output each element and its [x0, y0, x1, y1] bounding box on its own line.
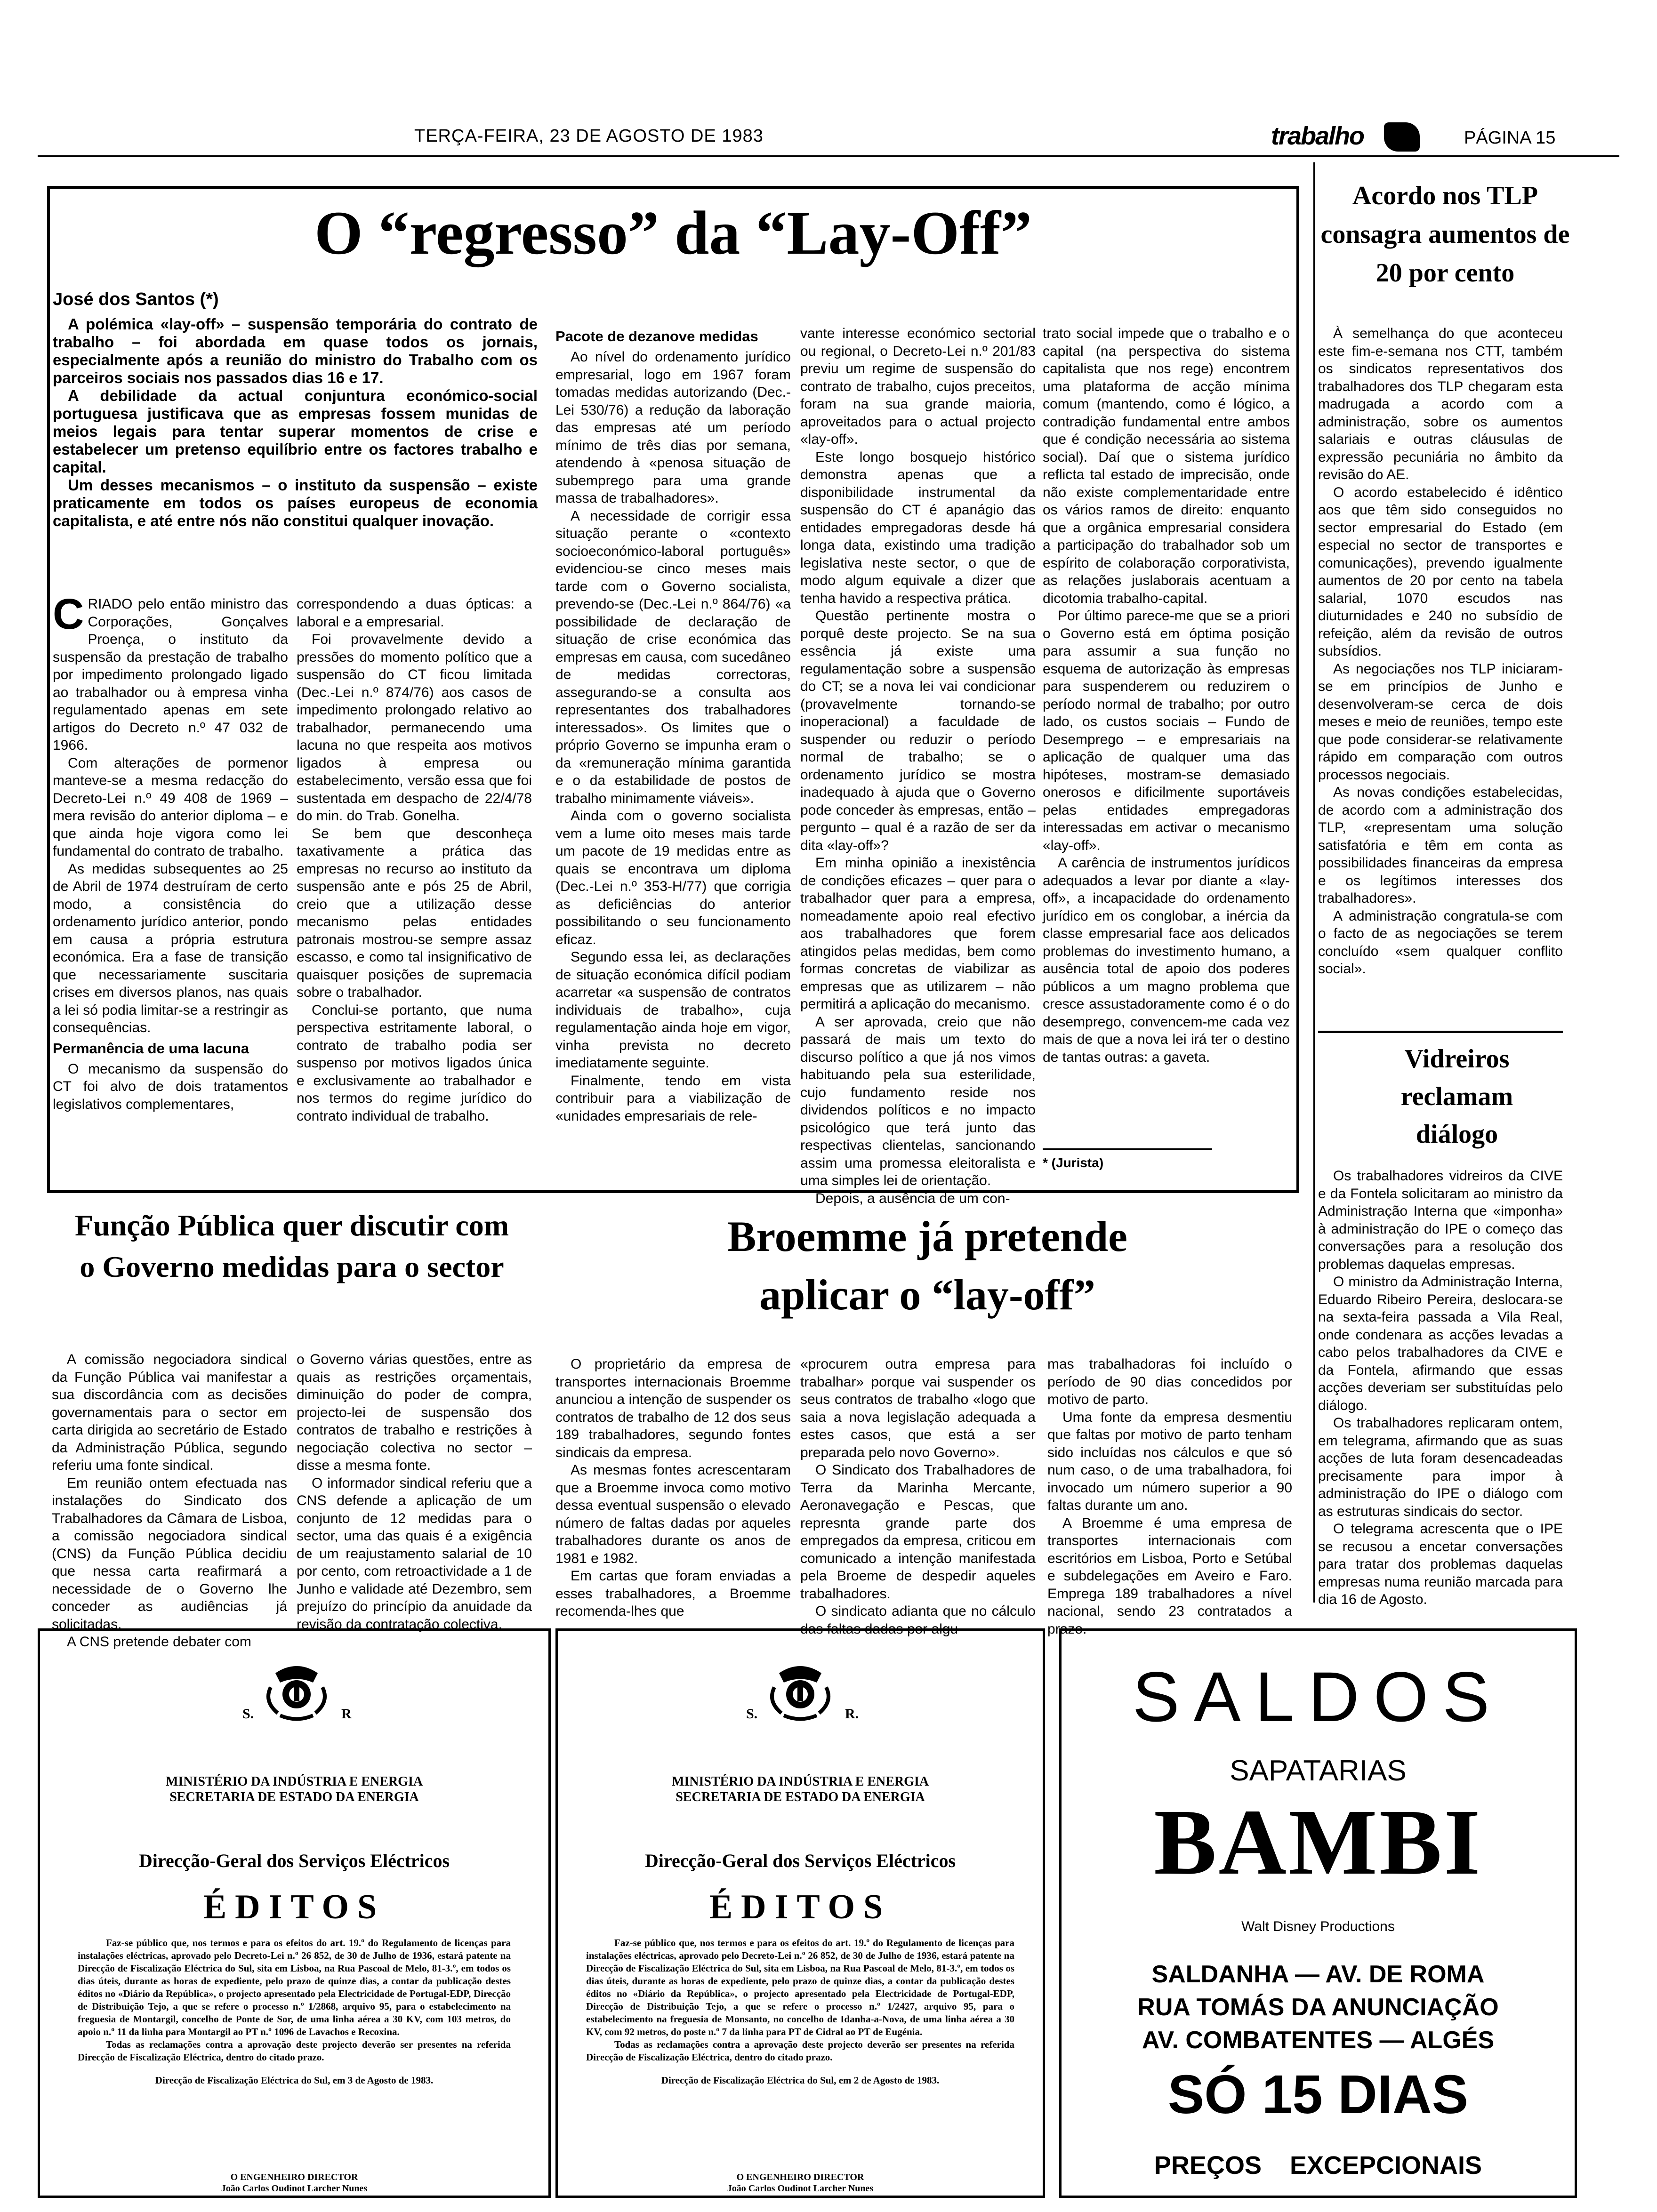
footnote: * (Jurista) [1043, 1155, 1104, 1170]
tlp-paragraph: As novas condições estabelecidas, de acordo com a administração dos TLP, «representam uma solução satisfatória e têm em conta as possibilidades financeiras da empresa e os legítimos interesses dos trabalhadores». [1318, 785, 1563, 906]
funcao-publica-col-2 [297, 1351, 532, 1632]
col-paragraph: RIADO pelo então ministro das Corporações, Gonçalves Proença, o instituto da suspensão da prestação de trabalho por impedimento prolongado ligado ao trabalhador ou à empresa vinha regulamentado apenas em sete artigos do Decreto n.º 47 032 de 1966. [53, 596, 288, 753]
editos-ministry: MINISTÉRIO DA INDÚSTRIA E ENERGIA [165, 1774, 423, 1789]
vidreiros-paragraph: O telegrama acrescenta que o IPE se recusou a encetar conversações para tratar dos problemas daquelas empresas numa reunião marcada para dia 16 de Agosto. [1318, 1521, 1563, 1607]
footnote-rule [1043, 1148, 1212, 1150]
bambi-precos: PREÇOS EXCEPCIONAIS [1154, 2151, 1482, 2180]
broemme-paragraph: As mesmas fontes acrescentaram que a Broemme invoca como motivo dessa eventual suspensão o elevado número de faltas dadas por aqueles trabalhadores durante os anos de 1981 e 1982. [555, 1462, 791, 1566]
editos-body [78, 1937, 511, 2087]
main-article-col-4 [800, 325, 1036, 1206]
bambi-duration: SÓ 15 DIAS [1167, 2064, 1469, 2125]
crest-right-letter: R. [845, 1706, 859, 1722]
editos-signer-name: João Carlos Oudinot Larcher Nunes [727, 2183, 874, 2194]
editos-ad-2 [555, 1628, 1045, 2198]
editos-body-text: Todas as reclamações contra a aprovação deste projecto deverão ser presentes na referida Direcção de Fiscalização Eléctrica, dentro do citado prazo. [586, 2039, 1014, 2063]
bambi-address-1: SALDANHA — AV. DE ROMA [1151, 1961, 1485, 1988]
broemme-col-1 [555, 1355, 791, 1619]
col-paragraph: vante interesse económico sectorial ou regional, o Decreto-Lei n.º 201/83 previu um regime de suspensão do contrato de trabalho, cujos preceitos, foram na sua grande maioria, aproveitados para o actual projecto «lay-off». [800, 326, 1036, 447]
col-paragraph: trato social impede que o trabalho e o capital (na perspectiva do sistema capitalista que nos rege) encontrem uma plataforma de acção mínima comum (mantendo, como é lógico, a contradição fundamental entre ambos que é condição necessária ao sistema social). Daí que o sistema jurídico reflicta tal estado de imprecisão, onde não existe complementaridade entre os vários ramos de direito: enquanto que a orgânica empresarial considera a participação do trabalhador sob um espírito de colaboração corporativista, as relações juslaborais acentuam a dicotomia trabalho-capital. [1043, 326, 1290, 606]
editos-ad-1 [38, 1628, 551, 2198]
vidreiros-paragraph: O ministro da Administração Interna, Eduardo Ribeiro Pereira, deslocara-se na sexta-feira passada a Vila Real, onde condenara as acções levadas a cabo pelos trabalhadores da CIVE e da Fontela, afirmando que essas acções deveriam ser substituídas pelo diálogo. [1318, 1274, 1563, 1413]
vidreiros-paragraph: Os trabalhadores replicaram ontem, em telegrama, afirmando que as suas acções de luta foram desencadeadas precisamente para impor à administração do IPE o diálogo com as estruturas sindicais do sector. [1318, 1415, 1563, 1519]
broemme-paragraph: Em cartas que foram enviadas a esses trabalhadores, a Broemme recomenda-lhes que [555, 1568, 791, 1619]
col-paragraph: O mecanismo da suspensão do CT foi alvo de dois tratamentos legislativos complementares, [53, 1061, 288, 1112]
bambi-sapatarias: SAPATARIAS [1230, 1755, 1407, 1787]
crest-right-letter: R [341, 1706, 352, 1722]
main-article-lead [53, 315, 538, 530]
tlp-paragraph: À semelhança do que aconteceu este fim-e-semana nos CTT, também os sindicatos representativos dos trabalhadores dos TLP chegaram esta madrugada a acordo com a administração, sobre os aumentos salariais e outras cláusulas de expressão pecuniária no âmbito da revisão do AE. [1318, 326, 1563, 482]
editos-dept: Direcção-Geral dos Serviços Eléctricos [138, 1850, 450, 1871]
vidreiros-title: Vidreiros reclamam diálogo [1400, 1044, 1513, 1149]
broemme-col-3 [1047, 1355, 1292, 1637]
col-paragraph: Por último parece-me que se a priori o Governo está em óptima posição para assumir a sua função no esquema de autorização às empresas para suspenderem ou reduzirem o período normal de trabalho; por outro lado, os custos sociais – Fundo de Desemprego – e empresariais na aplicação de qualquer uma das hipóteses, mostram-se demasiado onerosos e dificilmente suportáveis pelas entidades empregadoras interessadas em activar o mecanismo «lay-off». [1043, 608, 1290, 853]
main-article-author: José dos Santos (*) [53, 289, 219, 309]
editos-signer-name: João Carlos Oudinot Larcher Nunes [221, 2183, 368, 2194]
col-paragraph: Segundo essa lei, as declarações de situação económica difícil podiam acarretar «a suspensão de contratos individuais de trabalho», cuja regulamentação ainda hoje em vigor, vinha prevista no decreto imediatamente seguinte. [555, 949, 791, 1071]
subhead-pacote: Pacote de dezanove medidas [555, 328, 758, 345]
vidreiros-paragraph: Os trabalhadores vidreiros da CIVE e da Fontela solicitaram ao ministro da Administração Interna que «imponha» à administração do IPE o começo das conversações para a resolução dos problemas daquelas empresas. [1318, 1168, 1563, 1272]
crest-left-letter: S. [746, 1706, 758, 1722]
page-number: PÁGINA 15 [1464, 128, 1556, 148]
broemme-paragraph: «procurem outra empresa para trabalhar» porque vai suspender os seus contratos de trabalho «logo que saia a nova legislação adequada a estes casos, que está a ser preparada pelo novo Governo». [800, 1356, 1036, 1460]
bambi-credit: Walt Disney Productions [1241, 1919, 1395, 1934]
col-paragraph: Ainda com o governo socialista vem a lume oito meses mais tarde um pacote de 19 medidas entre as quais se encontrava um diploma (Dec.-Lei n.º 353-H/77) que corrigia as deficiências do anterior possibilitando o seu funcionamento eficaz. [555, 808, 791, 947]
subhead-permanencia: Permanência de uma lacuna [53, 1040, 249, 1057]
main-article-col-5 [1043, 325, 1290, 1144]
fp-paragraph: A CNS pretende debater com [67, 1634, 251, 1650]
sidebar-rule [1318, 1031, 1563, 1033]
main-article-title: O “regresso” da “Lay-Off” [314, 198, 1032, 267]
col-paragraph: Depois, a ausência de um con- [815, 1190, 1010, 1206]
dropcap: C [53, 590, 84, 638]
broemme-paragraph: O Sindicato dos Trabalhadores de Terra da Marinha Mercante, Aeronavegação e Pescas, que represnta grande parte dos empregados da empresa, criticou em comunicado a intenção manifestada pela Broeme de despedir aqueles trabalhadores. [800, 1462, 1036, 1602]
header-date: TERÇA-FEIRA, 23 DE AGOSTO DE 1983 [414, 126, 764, 146]
broemme-paragraph: O proprietário da empresa de transportes internacionais Broemme anunciou a intenção de suspender os contratos de trabalho de 12 dos seus 189 trabalhadores, segundo fontes sindicais da empresa. [555, 1356, 791, 1460]
col-paragraph: Com alterações de pormenor manteve-se a mesma redacção do Decreto-Lei n.º 49 408 de 1969 – mera revisão do anterior diploma – e que ainda hoje vigora como lei fundamental do contrato de trabalho. [53, 755, 288, 859]
editos-date: Direcção de Fiscalização Eléctrica do Sul, em 2 de Agosto de 1983. [661, 2075, 940, 2086]
editos-date: Direcção de Fiscalização Eléctrica do Sul, em 3 de Agosto de 1983. [155, 2075, 434, 2086]
tlp-paragraph: O acordo estabelecido é idêntico aos que têm sido conseguidos no sector empresarial do Estado (em especial no sector de transportes e comunicações), prevendo igualmente aumentos de 20 por cento na tabela salarial, 1070 escudos nas diuturnidades e 240 no subsídio de refeição, além da revisão de outros subsídios. [1318, 484, 1563, 659]
editos-body-text: Faz-se público que, nos termos e para os efeitos do art. 19.º do Regulamento de licenças para instalações eléctricas, aprovado pelo Decreto-Lei n.º 26 852, de 30 de Julho de 1936, estará patente na Direcção de Fiscalização Eléctrica do Sul, sita em Lisboa, na Rua Pascoal de Melo, 81-3.º, em todos os dias úteis, durante as horas de expediente, pelo prazo de quinze dias, a contar da publicação destes éditos no «Diário da República», o projecto apresentado pela Electricidade de Portugal-EDP, Direcção de Distribuição Tejo, a que se refere o processo n.º 1/2868, arquivo 95, para o estabelecimento na freguesia de Montargil, concelho de Ponte de Sor, de uma linha aérea a 30 KV, com 103 metros, do apoio n.º 11 da linha para Montargil ao PT n.º 1096 de Lavachos e Recoxina. [78, 1937, 511, 2037]
lead-paragraph: Um desses mecanismos – o instituto da suspensão – existe praticamente em todos os países europeus de economia capitalista, e até entre nós não constitui qualquer inovação. [53, 476, 538, 529]
col-paragraph: Ao nível do ordenamento jurídico empresarial, logo em 1967 foram tomadas medidas autorizando (Dec.-Lei 530/76) a redução da laboração das empresas até um período mínimo de três dias por semana, atendendo à «penosa situação de subemprego para uma grande massa de trabalhadores». [555, 349, 791, 506]
tlp-body [1318, 325, 1563, 1007]
bambi-saldos: SALDOS [1132, 1657, 1504, 1736]
bambi-address-3: AV. COMBATENTES — ALGÉS [1142, 2027, 1495, 2054]
editos-dept: Direcção-Geral dos Serviços Eléctricos [644, 1850, 956, 1871]
bambi-brand: BAMBI [1154, 1790, 1482, 1894]
vidreiros-body [1318, 1167, 1563, 1610]
fp-paragraph: o Governo várias questões, entre as quais as restrições orçamentais, diminuição do poder de compra, projecto-lei de suspensão dos contratos de trabalho e restrições à negociação colectiva no sector – disse a mesma fonte. [297, 1352, 532, 1473]
crest-left-letter: S. [242, 1706, 254, 1722]
editos-body-text: Todas as reclamações contra a aprovação deste projecto deverão ser presentes na referida Direcção de Fiscalização Eléctrica, dentro do citado prazo. [78, 2039, 511, 2063]
col-paragraph: Este longo bosquejo histórico demonstra apenas que a disponibilidade instrumental da suspensão do CT é apanágio das entidades empregadoras desde há longa data, existindo uma tradição legislativa neste sector, o que de modo algum equivale a dizer que tenha havido a respectiva prática. [800, 449, 1036, 606]
fp-paragraph: Em reunião ontem efectuada nas instalações do Sindicato dos Trabalhadores da Câmara de Lisboa, a comissão negociadora sindical (CNS) da Função Pública decidiu que nessa carta reafirmará a necessidade de o Governo lhe conceder as audiências já solicitadas. [52, 1475, 287, 1632]
lead-paragraph: A debilidade da actual conjuntura económico-social portuguesa justificava que as empresas fossem munidas de meios legais para tentar superar momentos de crise e estabelecer um pretenso equilíbrio entre os factores trabalho e capital. [53, 387, 538, 476]
editos-body-text: Faz-se público que, nos termos e para os efeitos do art. 19.º do Regulamento de licenças para instalações eléctricas, aprovado pelo Decreto-Lei n.º 26 852, de 30 de Julho de 1936, estará patente na Direcção de Fiscalização Eléctrica do Sul, sita em Lisboa, na Rua Pascoal de Melo, 81-3.º, em todos os dias úteis, durante as horas de expediente, pelo prazo de quinze dias, a contar da publicação destes éditos no «Diário da República», o projecto apresentado pela Electricidade de Portugal-EDP, Direcção de Distribuição Tejo, a que se refere o processo n.º 1/2427, arquivo 95, para o estabelecimento na freguesia de Monsanto, no concelho de Idanha-a-Nova, de uma linha aérea a 30 KV, com 92 metros, do poste n.º 7 da linha para PT de Cidral ao PT de Eugénia. [586, 1937, 1014, 2037]
sidebar-divider [1313, 162, 1315, 1603]
col-paragraph: correspondendo a duas ópticas: a laboral e a empresarial. [297, 596, 532, 630]
bambi-ad [1059, 1628, 1577, 2198]
col-paragraph: A necessidade de corrigir essa situação perante o «contexto socioeconómico-laboral português» evidenciou-se cinco meses mais tarde com o Governo socialista, prevendo-se (Dec.-Lei n.º 864/76) «a possibilidade de declaração de situação de crise económica das empresas em causa, com sucedâneo de medidas correctoras, assegurando-se a consulta aos representantes dos trabalhadores interessados». Os limites que o próprio Governo se impunha eram o da «remuneração mínima garantida e o da estabilidade de postos de trabalho minimamente viáveis». [555, 508, 791, 806]
tlp-paragraph: A administração congratula-se com o facto de as negociações se terem concluído «sem qualquer conflito social». [1318, 908, 1563, 977]
col-paragraph: A ser aprovada, creio que não passará de mais um texto do discurso político a que já nos vimos habituando pela sua esterilidade, cujo fundamento reside nos dividendos políticos e no impacto psicológico que terá junto das respectivas clientelas, sancionando assim uma promessa eleitoralista e uma simples lei de orientação. [800, 1014, 1036, 1188]
col-paragraph: A carência de instrumentos jurídicos adequados a levar por diante a «lay-off», a incapacidade do ordenamento jurídico em os conglobar, a inércia da classe empresarial face aos delicados problemas do investimento humano, a ausência total de apoio dos poderes públicos a um magno problema que cresce assustadoramente como é o do desemprego, convencem-me cada vez mais de que a nova lei irá ter o destino de tantas outras: a gaveta. [1043, 855, 1290, 1065]
funcao-publica-title: Função Pública quer discutir com o Governo medidas para o sector [74, 1209, 509, 1283]
coat-of-arms-icon [261, 1654, 332, 1725]
editos-heading: ÉDITOS [709, 1888, 892, 1926]
editos-heading: ÉDITOS [203, 1888, 386, 1926]
coat-of-arms-icon [765, 1654, 836, 1725]
broemme-paragraph: O sindicato adianta que no cálculo das faltas dadas por algu- [800, 1603, 1036, 1637]
main-article-col-2 [297, 595, 532, 1179]
tlp-paragraph: As negociações nos TLP iniciaram-se em princípios de Junho e desenvolveram-se cerca de dois meses e meio de reuniões, tempo este que pode considerar-se relativamente rápido em comparação com outros processos negociais. [1318, 661, 1563, 783]
editos-body [586, 1937, 1014, 2087]
col-paragraph: Finalmente, tendo em vista contribuir para a viabilização de «unidades empresariais de rele- [555, 1073, 791, 1124]
page-header [0, 0, 1657, 155]
col-paragraph: Conclui-se portanto, que numa perspectiva estritamente laboral, o contrato de trabalho podia ser suspenso por motivos ligados única e exclusivamente ao trabalhador e nos termos do regime jurídico do contrato individual de trabalho. [297, 1002, 532, 1124]
col-paragraph: Foi provavelmente devido a pressões do momento político que a suspensão do CT ficou limitada (Dec.-Lei n.º 874/76) aos casos de impedimento prolongado relativo ao trabalhador, permanecendo uma lacuna no que respeita aos motivos ligados à empresa ou estabelecimento, versão essa que foi sustentada em despacho de 22/4/78 do min. do Trab. Gonelha. [297, 632, 532, 824]
editos-ministry: MINISTÉRIO DA INDÚSTRIA E ENERGIA [671, 1774, 929, 1789]
bambi-address-2: RUA TOMÁS DA ANUNCIAÇÃO [1137, 1994, 1499, 2021]
broemme-paragraph: A Broemme é uma empresa de transportes internacionais com escritórios em Lisboa, Porto e Setúbal e subdelegações em Aveiro e Faro. Emprega 189 trabalhadores a nível nacional, sendo 23 contratados a prazo. [1047, 1515, 1292, 1637]
editos-secretary: SECRETARIA DE ESTADO DA ENERGIA [676, 1790, 925, 1804]
editos-signer-title: O ENGENHEIRO DIRECTOR [736, 2172, 864, 2182]
broemme-title: Broemme já pretende aplicar o “lay-off” [727, 1212, 1127, 1319]
fp-paragraph: O informador sindical referiu que a CNS defende a aplicação de um conjunto de 12 medidas para o sector, uma das quais é a exigência de um reajustamento salarial de 10 por cento, com retroactividade a 1 de Junho e validade até Dezembro, sem prejuízo do princípio da anuidade da revisão da contratação colectiva. [297, 1475, 532, 1632]
section-logo-icon [1384, 122, 1420, 152]
broemme-paragraph: Uma fonte da empresa desmentiu que faltas por motivo de parto tenham sido incluídas nos cálculos e que só num caso, o de uma trabalhadora, foi invocado um número superior a 90 faltas durante um ano. [1047, 1409, 1292, 1513]
main-article-col-3 [555, 325, 791, 1177]
col-paragraph: Se bem que desconheça taxativamente a prática das empresas no recurso ao instituto da suspensão ante e pós 25 de Abril, creio que a utilização desse mecanismo pelas entidades patronais mostrou-se sempre assaz escasso, e como tal insignificativo de quaisquer posições de supremacia sobre o trabalhador. [297, 825, 532, 1000]
editos-signer-title: O ENGENHEIRO DIRECTOR [230, 2172, 358, 2182]
fp-paragraph: A comissão negociadora sindical da Função Pública vai manifestar a sua discordância com as decisões governamentais para o sector em carta dirigida ao secretário de Estado da Administração Pública, segundo referiu uma fonte sindical. [52, 1352, 287, 1473]
tlp-title: Acordo nos TLP consagra aumentos de 20 por cento [1320, 181, 1570, 288]
editos-secretary: SECRETARIA DE ESTADO DA ENERGIA [169, 1790, 419, 1804]
broemme-paragraph: mas trabalhadoras foi incluído o período de 90 dias concedidos por motivo de parto. [1047, 1356, 1292, 1407]
section-logo [1271, 121, 1364, 151]
section-logo-text: trabalho [1271, 122, 1364, 150]
header-rule [38, 155, 1619, 157]
funcao-publica-col-1 [52, 1351, 287, 1650]
col-paragraph: As medidas subsequentes ao 25 de Abril de 1974 destruíram de certo modo, a consistência do ordenamento jurídico anterior, pondo em causa a própria estrutura económica. Era a fase de transição que necessariamente suscitaria crises em diversos planos, nas quais a lei só podia limitar-se a restringir as consequências. [53, 861, 288, 1035]
main-article-col-1 [53, 590, 288, 1179]
broemme-col-2 [800, 1355, 1036, 1637]
col-paragraph: Questão pertinente mostra o porquê deste projecto. Se na sua essência já existe uma regulamentação sobre a suspensão do CT; se a nova lei vai condicionar (provavelmente tornando-se inoperacional) a faculdade de suspender ou reduzir o período normal de trabalho; se o ordenamento jurídico se mostra inadequado à ajuda que o Governo pode conceder às empresas, então – pergunto – qual é a razão de ser da dita «lay-off»? [800, 608, 1036, 853]
lead-paragraph: A polémica «lay-off» – suspensão temporária do contrato de trabalho – foi abordada em quase todos os jornais, especialmente após a reunião do ministro do Trabalho com os parceiros sociais nos passados dias 16 e 17. [53, 315, 538, 386]
col-paragraph: Em minha opinião a inexistência de condições eficazes – quer para o trabalhador quer para a empresa, nomeadamente apoio real efectivo aos trabalhadores que forem atingidos pelas medidas, bem como formas concretas de viabilizar as empresas que as utilizarem – não permitirá a aplicação do mecanismo. [800, 855, 1036, 1012]
